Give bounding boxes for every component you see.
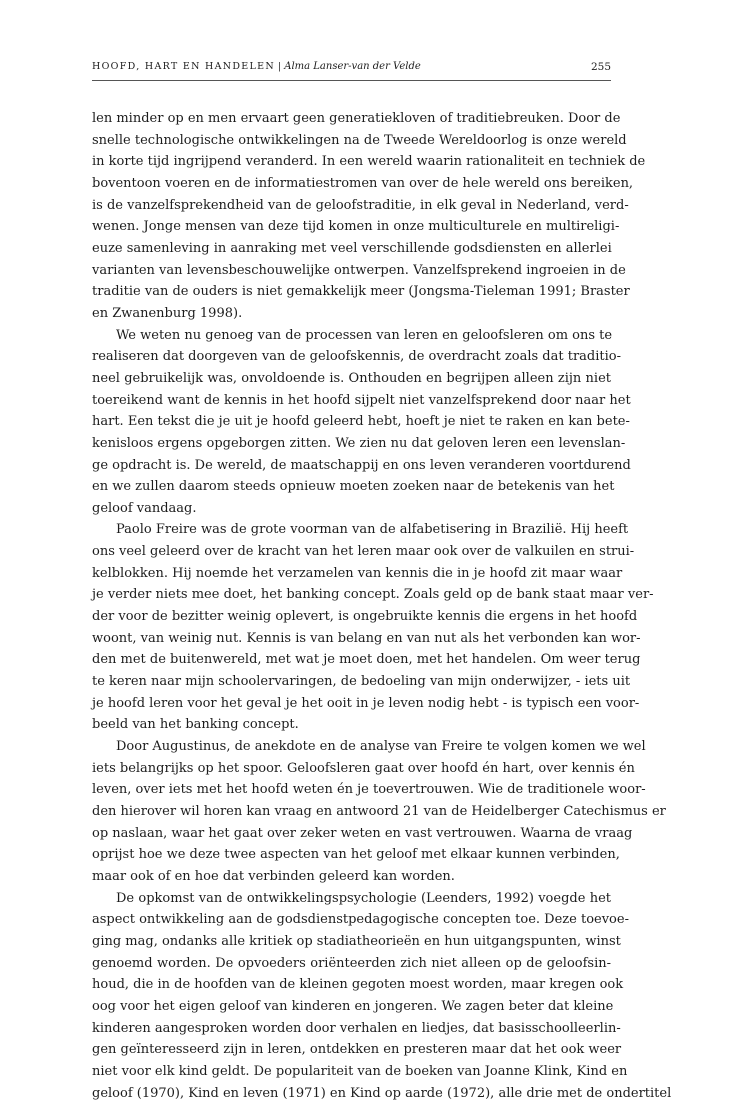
- text-line-content: kenisloos ergens opgeborgen zitten. We zien nu dat geloven leren een levenslan-: [92, 435, 626, 451]
- running-title: HOOFD, HART EN HANDELEN: [92, 61, 275, 72]
- text-line: [92, 238, 611, 260]
- text-line-content: iets belangrijks op het spoor. Geloofsleren gaat over hoofd én hart, over kennis én: [92, 760, 635, 776]
- text-line-content: en Zwanenburg 1998).: [92, 305, 243, 321]
- text-line: [92, 844, 620, 866]
- text-line: [92, 541, 635, 563]
- text-line: [92, 1061, 628, 1083]
- text-line: [92, 476, 615, 498]
- text-line-content: Door Augustinus, de anekdote en de analyse van Freire te volgen komen we wel: [116, 739, 646, 755]
- text-line-content: woont, van weinig nut. Kennis is van belang en van nut als het verbonden kan wor-: [92, 630, 641, 646]
- text-line: [92, 411, 630, 433]
- text-line: [92, 996, 614, 1018]
- text-line-content: len minder op en men ervaart geen generatiekloven of traditiebreuken. Door de: [92, 111, 621, 126]
- body-text: [92, 108, 672, 1104]
- text-line-content: ons veel geleerd over de kracht van het leren maar ook over de valkuilen en strui-: [92, 544, 635, 560]
- text-line: [92, 866, 611, 888]
- text-line-content: den met de buitenwereld, met wat je moet doen, met het handelen. Om weer terug: [92, 652, 641, 668]
- text-line-content: De opkomst van de ontwikkelingspsychologie (Leenders, 1992) voegde het: [116, 890, 611, 906]
- text-line-content: je hoofd leren voor het geval je het ooit in je leven nodig hebt - is typisch een voor-: [92, 695, 640, 711]
- text-line: [92, 801, 666, 823]
- text-line-content: je verder niets mee doet, het banking concept. Zoals geld op de bank staat maar ver-: [92, 587, 654, 603]
- page-number: 255: [590, 61, 611, 73]
- text-line-content: in korte tijd ingrijpend veranderd. In een wereld waarin rationaliteit en techniek de: [92, 154, 646, 170]
- text-line-content: der voor de bezitter weinig oplevert, is ongebruikte kennis die ergens in het hoofd: [92, 609, 638, 625]
- text-line-content: snelle technologische ontwikkelingen na de Tweede Wereldoorlog is onze wereld: [92, 132, 627, 148]
- text-line-content: hart. Een tekst die je uit je hoofd geleerd hebt, hoeft je niet te raken en kan bete-: [92, 414, 630, 430]
- text-line-content: leven, over iets met het hoofd weten én je toevertrouwen. Wie de traditionele woor-: [92, 782, 646, 798]
- text-line: [92, 260, 626, 282]
- text-line: [92, 606, 638, 628]
- text-line: [92, 346, 622, 368]
- text-line-content: niet voor elk kind geldt. De populariteit van de boeken van Joanne Klink, Kind en: [92, 1063, 628, 1079]
- text-line: [92, 216, 620, 238]
- text-line: [92, 628, 641, 650]
- text-line: [92, 130, 627, 152]
- text-line-content: realiseren dat doorgeven van de geloofskennis, de overdracht zoals dat traditio-: [92, 349, 622, 365]
- text-line-content: is de vanzelfsprekendheid van de geloofstraditie, in elk geval in Nederland, verd-: [92, 197, 629, 213]
- text-line-content: Paolo Freire was de grote voorman van de alfabetisering in Brazilië. Hij heeft: [116, 522, 629, 538]
- text-line-content: en we zullen daarom steeds opnieuw moeten zoeken naar de betekenis van het: [92, 479, 615, 495]
- text-line-content: maar ook of en hoe dat verbinden geleerd kan worden.: [92, 868, 455, 884]
- text-line: [92, 909, 629, 931]
- text-line: [92, 758, 635, 780]
- text-line: [92, 823, 633, 845]
- text-line: [92, 390, 631, 412]
- author-name: Alma Lanser-van der Velde: [284, 61, 421, 72]
- text-line-content: ge opdracht is. De wereld, de maatschappij en ons leven veranderen voortdurend: [92, 457, 631, 473]
- text-line: [92, 779, 646, 801]
- text-line: [92, 455, 631, 477]
- text-line-content: euze samenleving in aanraking met veel verschillende godsdiensten en allerlei: [92, 240, 612, 256]
- text-line: [92, 974, 624, 996]
- text-line: [92, 368, 611, 390]
- text-line-content: aspect ontwikkeling aan de godsdienstpedagogische concepten toe. Deze toevoe-: [92, 912, 629, 928]
- text-line-content: neel gebruikelijk was, onvoldoende is. Onthouden en begrijpen alleen zijn niet: [92, 370, 611, 386]
- text-line-content: traditie van de ouders is niet gemakkelijk meer (Jongsma-Tieleman 1991; Braster: [92, 284, 630, 300]
- text-line-content: We weten nu genoeg van de processen van leren en geloofsleren om ons te: [116, 327, 613, 343]
- text-line-content: kinderen aangesproken worden door verhalen en liedjes, dat basisschoolleerlin-: [92, 1020, 621, 1036]
- text-line: [92, 108, 621, 130]
- text-line-content: wenen. Jonge mensen van deze tijd komen in onze multiculturele en multireligi-: [92, 219, 620, 235]
- text-line: [92, 736, 646, 758]
- text-line-content: varianten van levensbeschouwelijke ontwerpen. Vanzelfsprekend ingroeien in de: [92, 262, 626, 278]
- text-line-content: op naslaan, waar het gaat over zeker weten en vast vertrouwen. Waarna de vraag: [92, 825, 633, 841]
- text-line: [92, 649, 641, 671]
- text-line-content: oog voor het eigen geloof van kinderen en jongeren. We zagen beter dat kleine: [92, 998, 614, 1014]
- text-line-content: den hierover wil horen kan vraag en antwoord 21 van de Heidelberger Catechismus er: [92, 804, 666, 819]
- text-line: [92, 1083, 672, 1104]
- text-line-content: houd, die in de hoofden van de kleinen gegoten moest worden, maar kregen ook: [92, 977, 624, 993]
- text-line-content: gen geïnteresseerd zijn in leren, ontdekken en presteren maar dat het ook weer: [92, 1042, 622, 1058]
- text-line: [92, 953, 611, 975]
- text-line: [92, 519, 629, 541]
- text-line: [92, 151, 646, 173]
- text-line-content: ging mag, ondanks alle kritiek op stadiatheorieën en hun uitgangspunten, winst: [92, 933, 621, 949]
- text-line: [92, 1039, 622, 1061]
- text-line-content: boventoon voeren en de informatiestromen van over de hele wereld ons bereiken,: [92, 175, 634, 191]
- text-line-content: geloof vandaag.: [92, 500, 197, 516]
- text-line: [92, 195, 629, 217]
- text-line: [92, 563, 623, 585]
- text-line: [92, 281, 630, 303]
- text-line: [92, 498, 611, 520]
- text-line: [92, 173, 634, 195]
- text-line-content: genoemd worden. De opvoeders oriënteerden zich niet alleen op de geloofsin-: [92, 955, 611, 971]
- header-rule: [92, 80, 611, 81]
- text-line: [92, 714, 611, 736]
- text-line: [92, 303, 611, 325]
- text-line-content: geloof (1970), Kind en leven (1971) en Kind op aarde (1972), alle drie met de ondertitel: [92, 1085, 672, 1101]
- text-line-content: te keren naar mijn schoolervaringen, de bedoeling van mijn onderwijzer, - iets uit: [92, 674, 631, 690]
- text-line-content: toereikend want de kennis in het hoofd sijpelt niet vanzelfsprekend door naar het: [92, 392, 631, 408]
- running-header-title-group: [92, 61, 421, 73]
- text-line: [92, 1018, 621, 1040]
- text-line: [92, 888, 611, 910]
- text-line-content: oprijst hoe we deze twee aspecten van het geloof met elkaar kunnen verbinden,: [92, 847, 620, 863]
- text-line: [92, 693, 640, 715]
- text-line: [92, 931, 621, 953]
- text-line: [92, 671, 631, 693]
- text-line: [92, 433, 626, 455]
- text-line: [92, 325, 611, 347]
- header-separator: |: [275, 61, 285, 72]
- text-line: [92, 584, 654, 606]
- text-line-content: beeld van het banking concept.: [92, 717, 299, 733]
- text-line-content: kelblokken. Hij noemde het verzamelen van kennis die in je hoofd zit maar waar: [92, 565, 623, 581]
